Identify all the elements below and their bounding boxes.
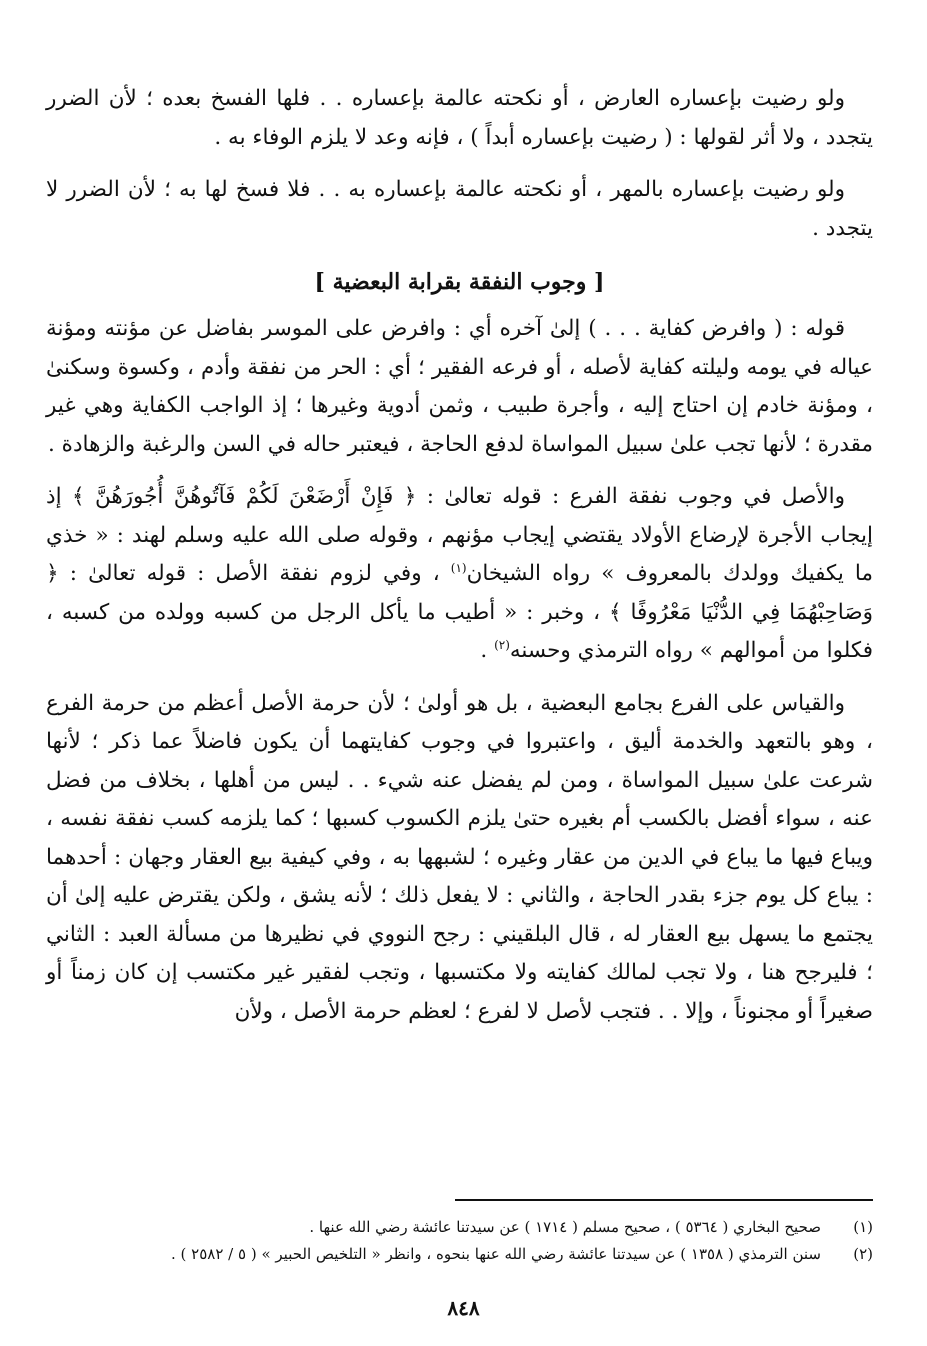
page-number: ٨٤٨: [447, 1296, 480, 1320]
paragraph-5: والقياس على الفرع بجامع البعضية ، بل هو أولىٰ ؛ لأن حرمة الأصل أعظم من حرمة الفرع ، وهو بالتعهد والخدمة أليق ، واعتبروا في وجوب كفايتهما أن يكون فاضلاً عما ذكر ؛ لأنها شرعت علىٰ سبيل المواساة ، ومن لم يفضل عنه شيء . . ليس من أهلها ، بخلاف من فضل عنه ، سواء أفضل بالكسب أم بغيره حتىٰ يلزم الكسوب كسبها ؛ كما يلزمه كسب نفقة نفسه ، ويباع فيها ما يباع في الدين من عقار وغيره ؛ لشبهها به ، وفي كيفية بيع العقار وجهان : أحدهما : يباع كل يوم جزء بقدر الحاجة ، والثاني : لا يفعل ذلك ؛ لأنه يشق ، ولكن يقترض عليه إلىٰ أن يجتمع ما يسهل بيع العقار له ، قال البلقيني : رجح النووي في نظيرها من مسألة العبد : الثاني ؛ فليرجح هنا ، ولا تجب لمالك كفايته ولا مكتسبها ، وتجب لفقير غير مكتسب إن كان زمناً أو صغيراً أو مجنوناً ، وإلا . . فتجب لأصل لا لفرع ؛ لعظم حرمة الأصل ، ولأن: [46, 690, 873, 1024]
paragraph-4-part-5: .: [480, 638, 495, 663]
paragraph-1: ولو رضيت بإعساره العارض ، أو نكحته عالمة بإعساره . . فلها الفسخ بعده ؛ لأن الضرر يتجدد ، ولا أثر لقولها : ( رضيت بإعساره أبداً ) ، فإنه وعد لا يلزم الوفاء به .: [46, 86, 873, 150]
paragraph-3: قوله : ( وافرض كفاية . . . ) إلىٰ آخره أي : وافرض على الموسر بفاضل عن مؤنته ومؤنة عياله في يومه وليلته كفاية لأصله ، أو فرعه الفقير ؛ أي : الحر من نفقة وأدم ، وكسوة وسكنىٰ ، ومؤنة خادم إن احتاج إليه ، وأجرة طبيب ، وثمن أدوية وغيرها ؛ إذ الواجب الكفاية وهي غير مقدرة ؛ لأنها تجب علىٰ سبيل المواساة لدفع الحاجة ، فيعتبر حاله في السن والرغبة والزهادة .: [46, 316, 873, 457]
footnote-ref-2[interactable]: (٢): [494, 637, 510, 652]
paragraph-4: [46, 478, 873, 671]
footnote-number: (٢): [853, 1245, 873, 1263]
quran-verse-1: ﴿ فَإِنْ أَرْضَعْنَ لَكُمْ فَآتُوهُنَّ أُجُورَهُنَّ ﴾: [71, 484, 417, 509]
footnote-divider: [455, 1199, 873, 1201]
paragraph-4-part-4: ، وخبر : « أطيب ما يأكل الرجل من كسبه وولده من كسبه ، فكلوا من أموالهم » رواه الترمذي وحسنه: [46, 599, 873, 663]
footnote-text: صحيح البخاري ( ٥٣٦٤ ) ، صحيح مسلم ( ١٧١٤ ) عن سيدتنا عائشة رضي الله عنها .: [309, 1218, 821, 1236]
section-heading: [ وجوب النفقة بقرابة البعضية ]: [314, 269, 605, 295]
footnote-1: [60, 1214, 873, 1241]
footnote-ref-1[interactable]: (١): [450, 560, 467, 575]
paragraph-4-part-2: إذ إيجاب الأجرة لإرضاع الأولاد يقتضي إيجاب مؤنهم ، وقوله صلى الله عليه وسلم لهند : « خذي ما يكفيك وولدك بالمعروف » رواه الشيخان: [46, 484, 873, 586]
footnote-number: (١): [853, 1218, 873, 1236]
paragraph-4-part-3: ، وفي لزوم نفقة الأصل : قوله تعالىٰ :: [58, 561, 451, 586]
paragraph-2: ولو رضيت بإعساره بالمهر ، أو نكحته عالمة بإعساره به . . فلا فسخ لها به ؛ لأن الضرر لا يتجدد .: [46, 177, 873, 241]
paragraph-4-part-1: والأصل في وجوب نفقة الفرع : قوله تعالىٰ :: [416, 484, 845, 509]
page-body: [46, 80, 873, 1045]
quran-verse-2: ﴿ وَصَاحِبْهُمَا فِي الدُّنْيَا مَعْرُوفًا ﴾: [46, 561, 873, 625]
footnotes: [60, 1214, 873, 1268]
footnote-2: [60, 1241, 873, 1268]
footnote-text: سنن الترمذي ( ١٣٥٨ ) عن سيدتنا عائشة رضي الله عنها بنحوه ، وانظر « التلخيص الحبير » ( ٥ / ٢٥٨٢ ) .: [171, 1245, 821, 1263]
